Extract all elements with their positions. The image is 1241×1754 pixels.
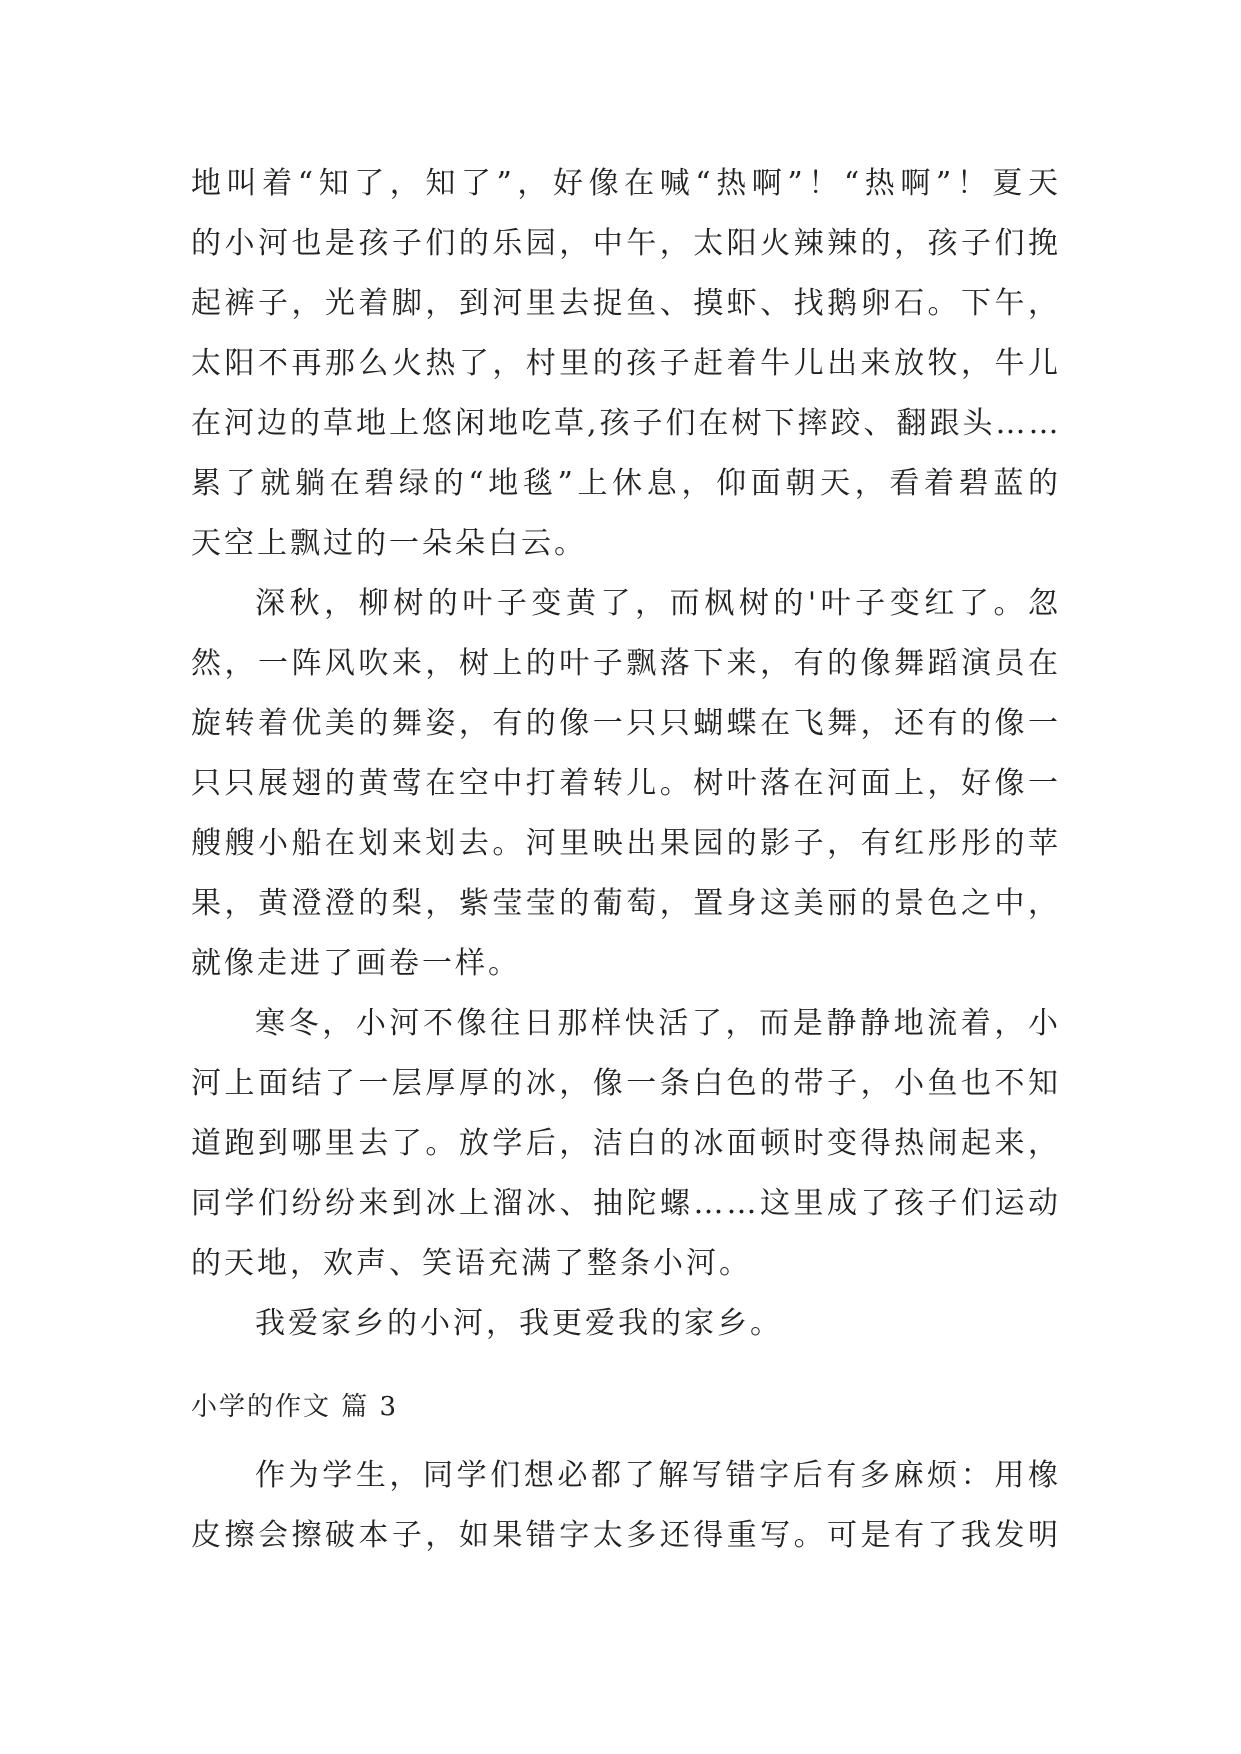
paragraph-line: 地叫着“知了，知了”，好像在喊“热啊”！“热啊”！夏天 xyxy=(191,166,1061,201)
paragraph-line: 的小河也是孩子们的乐园，中午，太阳火辣辣的，孩子们挽 xyxy=(191,226,1061,261)
paragraph-line: 太阳不再那么火热了，村里的孩子赶着牛儿出来放牧，牛儿 xyxy=(191,346,1061,381)
paragraph-line: 艘艘小船在划来划去。河里映出果园的影子，有红彤彤的苹 xyxy=(191,826,1061,861)
paragraph-winter xyxy=(191,994,1061,1294)
paragraph-line: 旋转着优美的舞姿，有的像一只只蝴蝶在飞舞，还有的像一 xyxy=(191,706,1061,741)
paragraph-line: 皮擦会擦破本子，如果错字太多还得重写。可是有了我发明 xyxy=(191,1518,1061,1553)
paragraph-line: 就像走进了画卷一样。 xyxy=(191,946,521,981)
paragraph-line: 只只展翅的黄莺在空中打着转儿。树叶落在河面上，好像一 xyxy=(191,766,1061,801)
paragraph-summer xyxy=(191,154,1061,574)
paragraph-line: 河上面结了一层厚厚的冰，像一条白色的带子，小鱼也不知 xyxy=(191,1066,1061,1101)
section-heading: 小学的作文 篇 3 xyxy=(191,1392,399,1422)
paragraph-line: 在河边的草地上悠闲地吃草,孩子们在树下摔跤、翻跟头…… xyxy=(191,406,1062,441)
paragraph-line: 累了就躺在碧绿的“地毯”上休息，仰面朝天，看着碧蓝的 xyxy=(191,466,1061,501)
paragraph-line: 果，黄澄澄的梨，紫莹莹的葡萄，置身这美丽的景色之中， xyxy=(191,886,1061,921)
paragraph-line: 作为学生，同学们想必都了解写错字后有多麻烦：用橡 xyxy=(255,1458,1061,1493)
paragraph-line: 深秋，柳树的叶子变黄了，而枫树的'叶子变红了。忽 xyxy=(255,586,1061,621)
paragraph-line: 寒冬，小河不像往日那样快活了，而是静静地流着，小 xyxy=(255,1006,1061,1041)
paragraph-line: 的天地，欢声、笑语充满了整条小河。 xyxy=(191,1246,752,1281)
paragraph-line: 天空上飘过的一朵朵白云。 xyxy=(191,526,587,561)
paragraph-line: 道跑到哪里去了。放学后，洁白的冰面顿时变得热闹起来， xyxy=(191,1126,1061,1161)
paragraph-line: 然，一阵风吹来，树上的叶子飘落下来，有的像舞蹈演员在 xyxy=(191,646,1061,681)
paragraph-conclusion xyxy=(191,1294,1061,1354)
paragraph-line: 起裤子，光着脚，到河里去捉鱼、摸虾、找鹅卵石。下午， xyxy=(191,286,1061,321)
paragraph-autumn xyxy=(191,574,1061,994)
paragraph-line: 同学们纷纷来到冰上溜冰、抽陀螺……这里成了孩子们运动 xyxy=(191,1186,1061,1221)
paragraph-line: 我爱家乡的小河，我更爱我的家乡。 xyxy=(255,1306,783,1341)
paragraph-essay3-intro xyxy=(191,1446,1061,1566)
